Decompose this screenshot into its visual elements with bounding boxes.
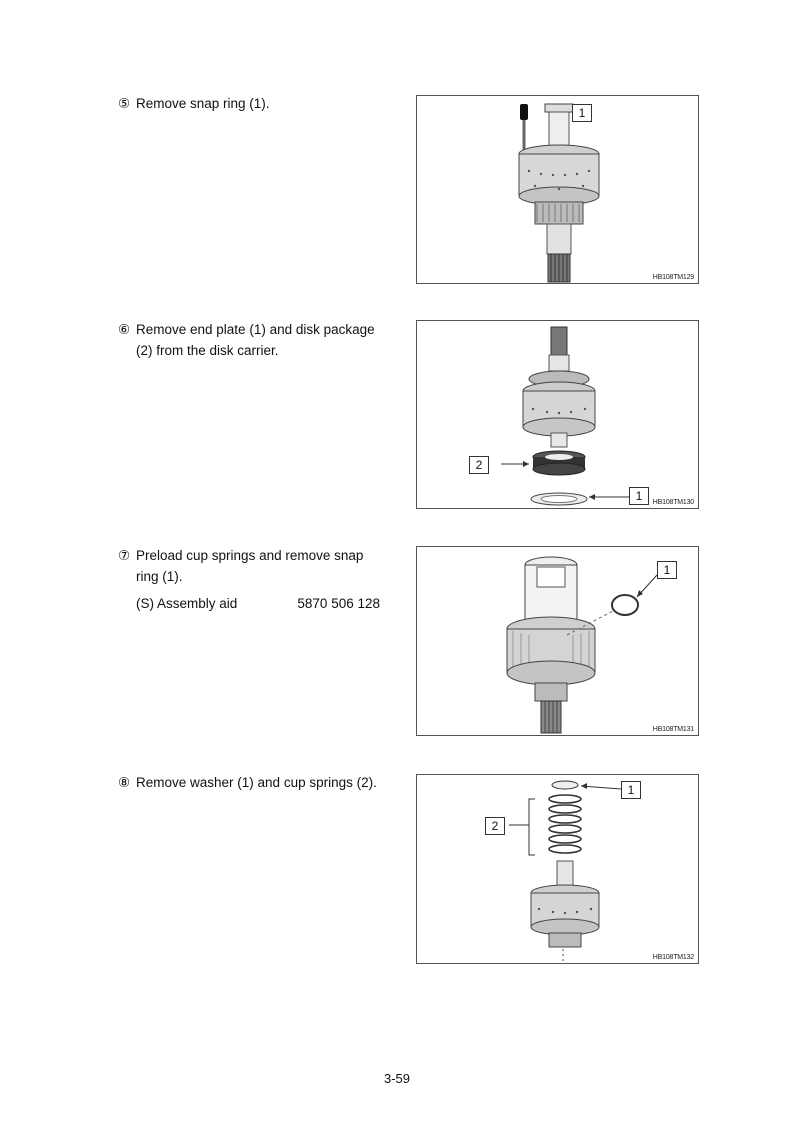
- figure-preload-cup-springs: [416, 546, 699, 736]
- page-number: 3-59: [383, 1071, 411, 1086]
- step-instruction-continued: (2) from the disk carrier.: [136, 343, 279, 358]
- callout-1: 1: [621, 781, 641, 799]
- figure-remove-snap-ring: [416, 95, 699, 284]
- shaft-assembly-illustration: [417, 96, 700, 285]
- figure-code: HB108TM132: [652, 954, 694, 961]
- figure-code: HB108TM131: [652, 726, 694, 733]
- step-number: ⑥: [118, 322, 131, 337]
- tool-part-number: 5870 506 128: [297, 596, 380, 611]
- callout-2: 2: [469, 456, 489, 474]
- step-number: ⑦: [118, 548, 131, 563]
- step-instruction: Remove snap ring (1).: [136, 96, 270, 111]
- figure-remove-washer-springs: [416, 774, 699, 964]
- step-instruction: Remove washer (1) and cup springs (2).: [136, 775, 377, 790]
- callout-1: 1: [629, 487, 649, 505]
- step-number: ⑧: [118, 775, 131, 790]
- step-instruction-continued: ring (1).: [136, 569, 183, 584]
- cup-springs-illustration: [417, 775, 700, 965]
- step-7-text: [118, 545, 380, 614]
- disk-carrier-illustration: [417, 321, 700, 510]
- step-6-text: [118, 319, 380, 361]
- step-8-text: [118, 772, 380, 793]
- callout-2: 2: [485, 817, 505, 835]
- callout-1: 1: [572, 104, 592, 122]
- figure-code: HB108TM129: [652, 274, 694, 281]
- step-instruction: Remove end plate (1) and disk package: [136, 322, 375, 337]
- step-5-text: [118, 93, 380, 114]
- step-number: ⑤: [118, 96, 131, 111]
- tool-label: (S) Assembly aid: [136, 596, 238, 611]
- callout-1: 1: [657, 561, 677, 579]
- special-tool-row: [118, 593, 380, 614]
- figure-code: HB108TM130: [652, 499, 694, 506]
- figure-remove-disk-package: [416, 320, 699, 509]
- step-instruction: Preload cup springs and remove snap: [136, 548, 364, 563]
